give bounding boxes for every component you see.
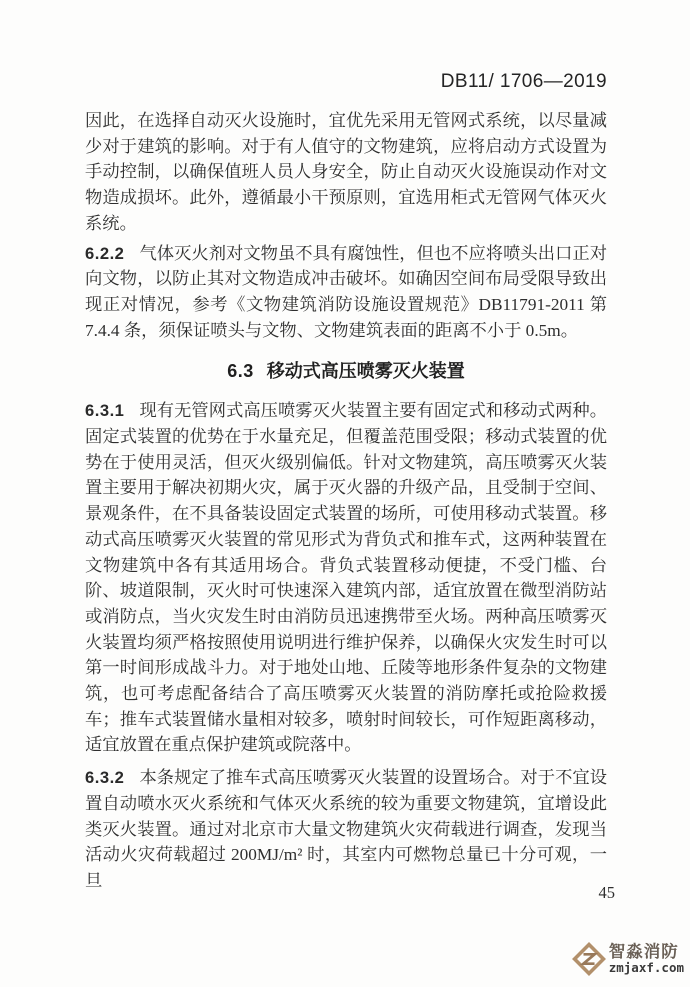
clause-6-3-2 — [85, 765, 607, 894]
brand-name: 智淼消防 — [608, 943, 679, 961]
clause-text-6-3-1: 现有无管网式高压喷雾灭火装置主要有固定式和移动式两种。固定式装置的优势在于水量充足，但覆盖范围受限；移动式装置的优势在于使用灵活，但灭火级别偏低。针对文物建筑，高压喷雾灭火装置主要用于解决初期火灾，属于灭火器的升级产品，且受制于空间、景观条件，在不具备装设固定式装置的场所，可使用移动式装置。移动式高压喷雾灭火装置的常见形式为背负式和推车式，这两种装置在文物建筑中各有其适用场合。背负式装置移动便捷，不受门槛、台阶、坡道限制，灭火时可快速深入建筑内部，适宜放置在微型消防站或消防点，当火灾发生时由消防员迅速携带至火场。两种高压喷雾灭火装置均须严格按照使用说明进行维护保养，以确保火灾发生时可以第一时间形成战斗力。对于地处山地、丘陵等地形条件复杂的文物建筑，也可考虑配备结合了高压喷雾灭火装置的消防摩托或抢险救援车；推车式装置储水量相对较多，喷射时间较长，可作短距离移动，适宜放置在重点保护建筑或院落中。 — [85, 401, 607, 755]
diamond-z-logo-icon — [572, 942, 606, 976]
standard-code: DB11/ 1706—2019 — [440, 71, 607, 92]
clause-number-6-3-2: 6.3.2 — [85, 768, 125, 788]
doc-body — [85, 108, 607, 894]
clause-6-2-2 — [85, 241, 607, 344]
brand-text — [609, 944, 684, 974]
doc-header — [85, 71, 607, 93]
brand-watermark — [572, 942, 684, 976]
section-title: 移动式高压喷雾灭火装置 — [266, 361, 465, 382]
clause-number-6-2-2: 6.2.2 — [85, 243, 125, 263]
section-heading-6-3 — [85, 359, 607, 383]
clause-text-6-3-2: 本条规定了推车式高压喷雾灭火装置的设置场合。对于不宜设置自动喷水灭火系统和气体灭火系统的较为重要文物建筑，宜增设此类灭火装置。通过对北京市大量文物建筑火灾荷载进行调查，发现当活动火灾荷载超过 200MJ/m² 时，其室内可燃物总量已十分可观，一旦 — [85, 768, 607, 890]
brand-url: zmjaxf.com — [608, 959, 684, 975]
paragraph-intro-text: 因此，在选择自动灭火设施时，宜优先采用无管网式系统，以尽量减少对于建筑的影响。对于有人值守的文物建筑，应将启动方式设置为手动控制，以确保值班人员人身安全，防止自动灭火设施误动作对文物造成损坏。此外，遵循最小干预原则，宜选用柜式无管网气体灭火系统。 — [85, 111, 607, 233]
clause-text-6-2-2: 气体灭火剂对文物虽不具有腐蚀性，但也不应将喷头出口正对向文物，以防止其对文物造成冲击破坏。如确因空间布局受限导致出现正对情况，参考《文物建筑消防设施设置规范》DB11791-2011 第 7.4.4 条，须保证喷头与文物、文物建筑表面的距离不小于 0.5m。 — [85, 243, 607, 340]
paragraph-intro — [85, 108, 607, 237]
section-number: 6.3 — [227, 361, 254, 382]
clause-6-3-1 — [85, 398, 607, 758]
clause-number-6-3-1: 6.3.1 — [85, 401, 125, 421]
page-number: 45 — [598, 883, 615, 902]
